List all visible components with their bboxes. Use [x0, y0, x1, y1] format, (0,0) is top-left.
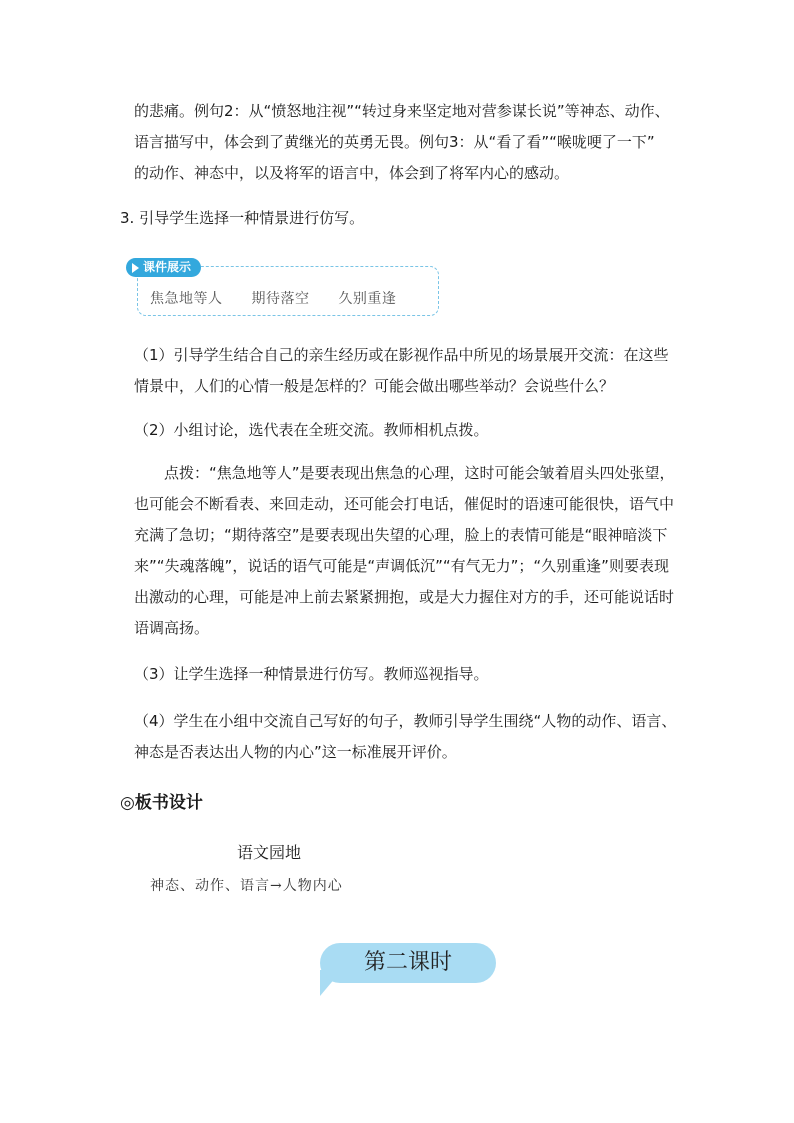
play-icon — [132, 263, 139, 273]
courseware-badge — [126, 258, 201, 277]
board-line: 神态、动作、语言→人物内心 — [150, 878, 343, 894]
scene-list — [150, 288, 410, 308]
board-title: 语文园地 — [237, 843, 302, 862]
text-line: 的悲痛。例句2：从“愤怒地注视”“转过身来坚定地对营参谋长说”等神态、动作、 — [134, 102, 670, 120]
scene-item: 焦急地等人 — [150, 291, 223, 307]
lesson-label: 第二课时 — [320, 943, 496, 983]
item-3: （3）让学生选择一种情景进行仿写。教师巡视指导。 — [134, 665, 489, 683]
board-heading: ◎板书设计 — [120, 793, 203, 813]
text-line: 的动作、神态中，以及将军的语言中，体会到了将军内心的感动。 — [134, 164, 570, 182]
tip-paragraph: 点拨：“焦急地等人”是要表现出焦急的心理，这时可能会皱着眉头四处张望，也可能会不断看表、来回走动，还可能会打电话，催促时的语速可能很快，语气中充满了急切；“期待落空”是要表现出失望的心理，脸上的表情可能是“眼神暗淡下来”“失魂落魄”，说话的语气可能是“声调低沉”“有气无力”；“久别重逢”则要表现出激动的心理，可能是冲上前去紧紧拥抱，或是大力握住对方的手，还可能说话时语调高扬。 — [134, 464, 675, 637]
scene-item: 久别重逢 — [338, 291, 397, 307]
paragraph-examples — [134, 96, 682, 189]
courseware-label: 课件展示 — [143, 260, 192, 274]
item-4: （4）学生在小组中交流自己写好的句子，教师引导学生围绕“人物的动作、语言、神态是否表达出人物的内心”这一标准展开评价。 — [134, 712, 677, 761]
item-2: （2）小组讨论，选代表在全班交流。教师相机点拨。 — [134, 421, 489, 439]
scene-item: 期待落空 — [251, 291, 310, 307]
step-3: 3. 引导学生选择一种情景进行仿写。 — [120, 209, 365, 227]
text-line: 语言描写中，体会到了黄继光的英勇无畏。例句3：从“看了看”“喉咙哽了一下” — [134, 133, 655, 151]
item-1: （1）引导学生结合自己的亲生经历或在影视作品中所见的场景展开交流：在这些情景中，人们的心情一般是怎样的？可能会做出哪些举动？会说些什么？ — [134, 346, 669, 395]
